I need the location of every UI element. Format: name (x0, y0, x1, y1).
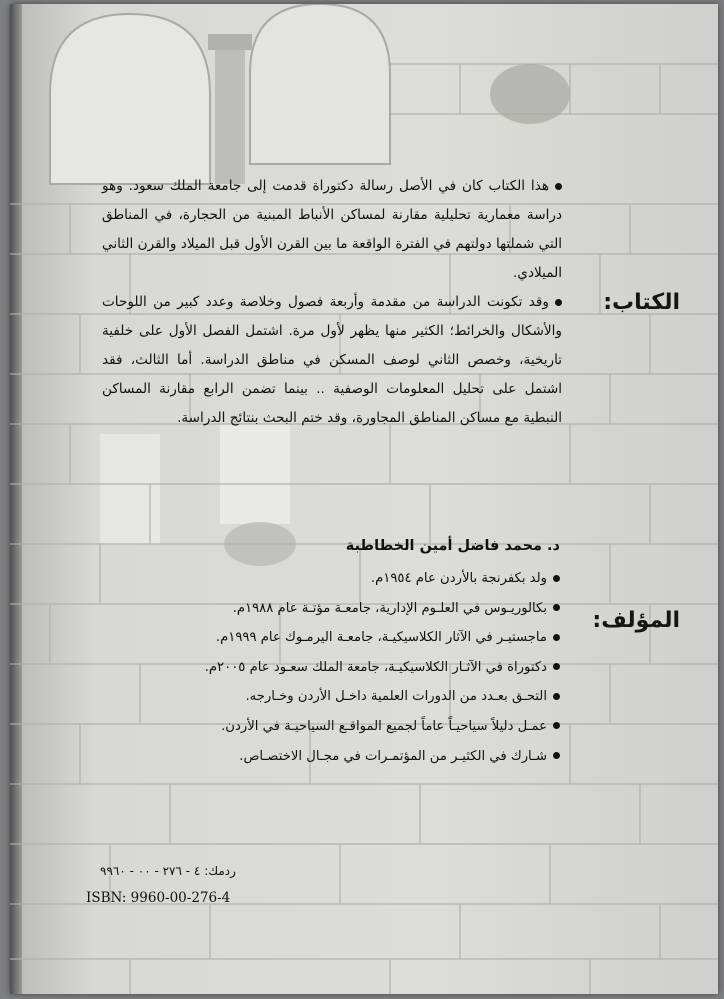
isbn: ISBN: 9960-00-276-4 (86, 890, 231, 906)
list-item: بكالوريـوس في العلـوم الإدارية، جامعـة مؤتـة عام ١٩٨٨م. (102, 594, 560, 624)
list-item: التحـق بعـدد من الدورات العلمية داخـل الأردن وخـارجه. (102, 682, 560, 712)
bullet-icon (553, 575, 560, 582)
bullet-icon (555, 183, 562, 190)
list-item: ولد بكفرنجة بالأردن عام ١٩٥٤م. (102, 564, 560, 594)
book-section-label: الكتاب: (603, 290, 680, 315)
book-paragraph: وقد تكونت الدراسة من مقدمة وأربعة فصول وخلاصة وعدد كبير من اللوحات والأشكال والخرائط؛ الكثير منها يظهر لأول مرة. اشتمل الفصل الأول على خلفية تاريخية، وخصص الثاني لوصف المسكن في مناطق الدراسة. أما الثالث، فقد اشتمل على تحليل المعلومات الوصفية .. بينما تضمن الرابع مقارنة المساكن النبطية مع مساكن المناطق المجاورة، وقد ختم البحث بنتائج الدراسة. (102, 294, 562, 426)
list-item: دكتوراة في الآثـار الكلاسيكيـة، جامعة الملك سعـود عام ٢٠٠٥م. (102, 653, 560, 683)
book-description (102, 172, 562, 433)
bullet-icon (553, 604, 560, 611)
bullet-icon (555, 299, 562, 306)
list-item: شـارك في الكثيـر من المؤتمـرات في مجـال الاختصـاص. (102, 742, 560, 772)
bullet-icon (553, 663, 560, 670)
isbn-arabic: ردمك: ٤ - ٢٧٦ - ٠٠ - ٩٩٦٠ (100, 864, 236, 878)
bullet-icon (553, 693, 560, 700)
back-cover (10, 4, 718, 994)
list-item: عمـل دليلاً سياحيـاً عاماً لجميع المواقـع السياحيـة في الأردن. (102, 712, 560, 742)
author-section-label: المؤلف: (592, 608, 680, 633)
author-bio-list (102, 564, 560, 771)
list-item: ماجستيـر في الآثار الكلاسيكيـة، جامعـة اليرمـوك عام ١٩٩٩م. (102, 623, 560, 653)
author-name: د. محمد فاضل أمين الخطاطبة (345, 538, 560, 554)
bullet-icon (553, 752, 560, 759)
book-paragraph: هذا الكتاب كان في الأصل رسالة دكتوراة قدمت إلى جامعة الملك سعود. وهو دراسة معمارية تحليلية مقارنة لمساكن الأنباط المبنية من الحجارة، في المناطق التي شملتها دولتهم في الفترة الواقعة ما بين القرن الأول قبل الميلاد والقرن الثاني الميلادي. (102, 178, 562, 281)
stone-ruins-background (10, 4, 718, 994)
bullet-icon (553, 722, 560, 729)
bullet-icon (553, 634, 560, 641)
